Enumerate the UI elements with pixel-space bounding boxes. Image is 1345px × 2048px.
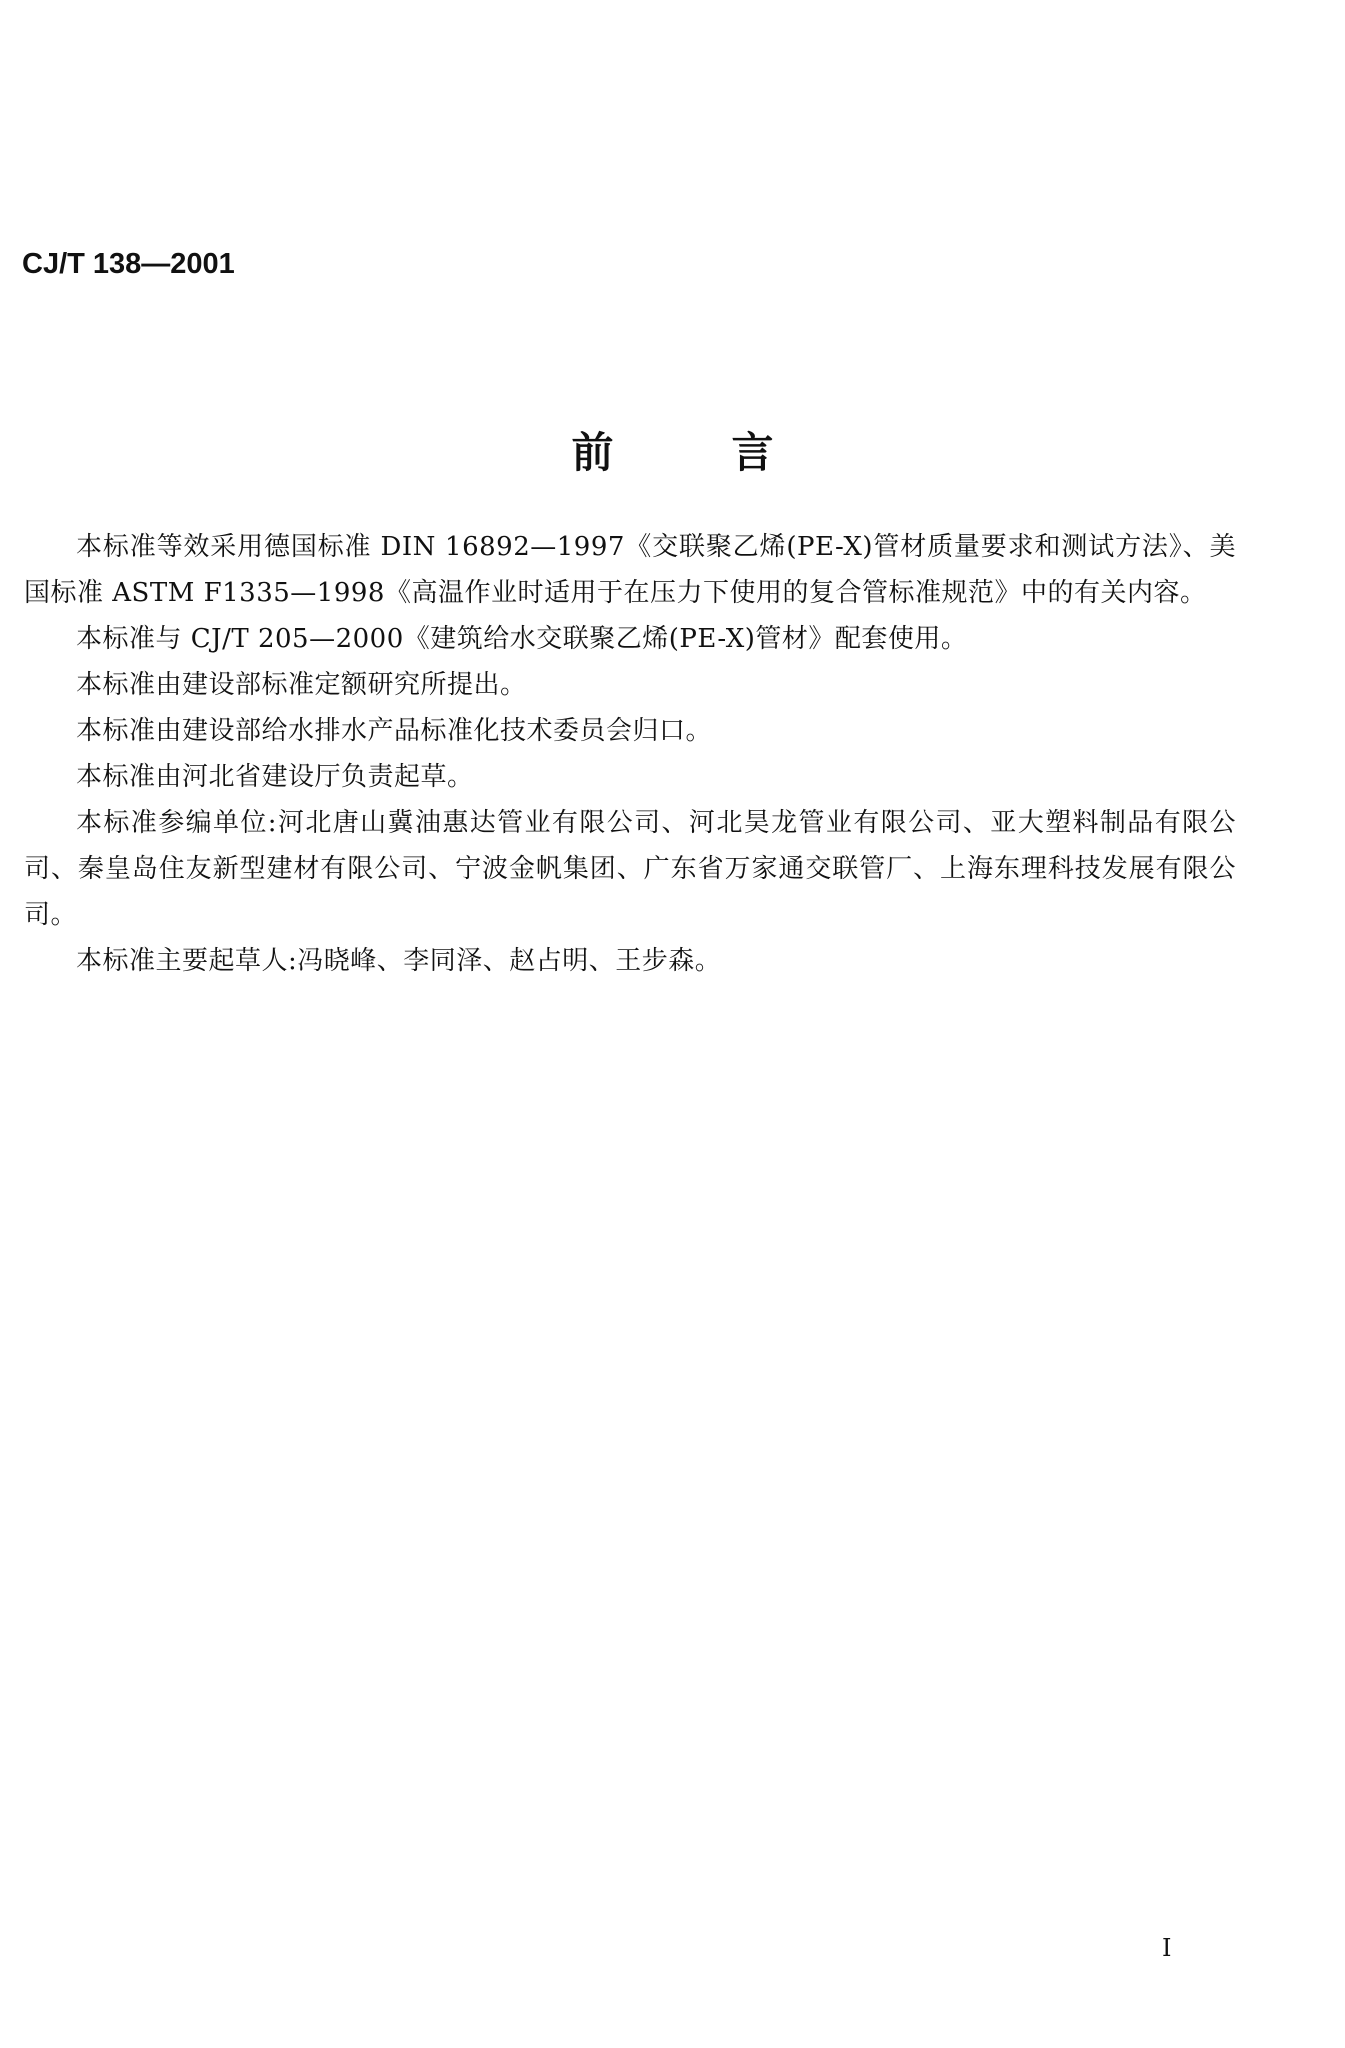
title-char-1: 前 xyxy=(571,428,614,477)
paragraph-adoption: 本标准等效采用德国标准 DIN 16892—1997《交联聚乙烯(PE-X)管材质量要求和测试方法》、美国标准 ASTM F1335—1998《高温作业时适用于在压力下使用的复合管标准规范》中的有关内容。 xyxy=(24,532,1236,608)
title-char-2: 言 xyxy=(731,428,774,477)
paragraph-drafted-by: 本标准由河北省建设厅负责起草。 xyxy=(76,762,474,792)
paragraph-administered-by: 本标准由建设部给水排水产品标准化技术委员会归口。 xyxy=(76,716,713,746)
paragraph-proposed-by: 本标准由建设部标准定额研究所提出。 xyxy=(76,670,527,700)
paragraph-companion-standard: 本标准与 CJ/T 205—2000《建筑给水交联聚乙烯(PE-X)管材》配套使用。 xyxy=(76,624,968,654)
paragraph-main-drafters: 本标准主要起草人:冯晓峰、李同泽、赵占明、王步森。 xyxy=(76,946,722,976)
standard-code: CJ/T 138—2001 xyxy=(22,248,235,280)
preface-body xyxy=(24,524,1236,984)
paragraph-participating-units: 本标准参编单位:河北唐山冀油惠达管业有限公司、河北昊龙管业有限公司、亚大塑料制品有限公司、秦皇岛住友新型建材有限公司、宁波金帆集团、广东省万家通交联管厂、上海东理科技发展有限公司。 xyxy=(24,808,1236,930)
page-number: I xyxy=(1162,1934,1172,1962)
page-title xyxy=(0,420,1345,480)
